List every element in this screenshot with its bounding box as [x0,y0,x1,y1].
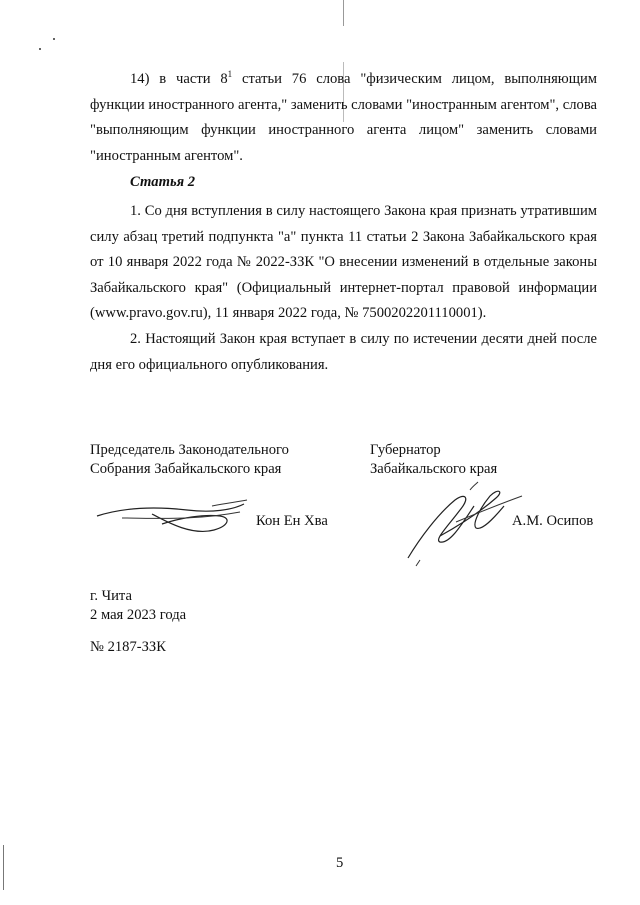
signing-date: 2 мая 2023 года [90,607,187,623]
right-handwritten-signature [400,476,530,568]
law-number: № 2187-ЗЗК [90,639,166,655]
scan-edge-line [343,0,344,26]
left-signatory-name: Кон Ен Хва [256,513,328,529]
left-signatory-title-line1: Председатель Законодательного [90,442,289,458]
scan-edge-line [3,845,4,890]
left-signatory-title [90,441,289,479]
right-signatory-title-line2: Забайкальского края [370,461,498,477]
article-paragraph-1: 1. Со дня вступления в силу настоящего Закона края признать утратившим силу абзац третий подпункта "а" пункта 11 статьи 2 Закона Забайкальского края от 10 января 2022 года № 2022-ЗЗК "О внесении изменений в отдельные законы Забайкальского края" (Официальный интернет-портал правовой информации (www.pravo.gov.ru), 11 января 2022 года, № 7500202201110001). [90,203,597,321]
article-paragraph-2: 2. Настоящий Закон края вступает в силу по истечении десяти дней после дня его официального опубликования. [90,331,597,373]
scan-speck [39,48,41,50]
right-signatory-name: А.М. Осипов [512,513,594,529]
right-signatory-title [370,441,497,479]
clause-14-text: статьи 76 слова "физическим лицом, выполняющим функции иностранного агента," заменить словами "иностранным агентом", слова "выполняющим функции иностранного агента лицом" заменить словами "иностранным агентом". [90,71,597,164]
clause-14 [90,62,597,169]
right-signatory-title-line1: Губернатор [370,442,441,458]
clause-14-lead: 14) в части 8 [130,71,228,87]
page-number: 5 [336,855,344,871]
article-heading: Статья 2 [130,174,196,190]
scan-speck [53,38,55,40]
place: г. Чита [90,588,132,604]
place-and-date [90,587,186,625]
left-handwritten-signature [92,488,252,548]
left-signatory-title-line2: Собрания Забайкальского края [90,461,282,477]
superscript: 1 [227,69,233,79]
